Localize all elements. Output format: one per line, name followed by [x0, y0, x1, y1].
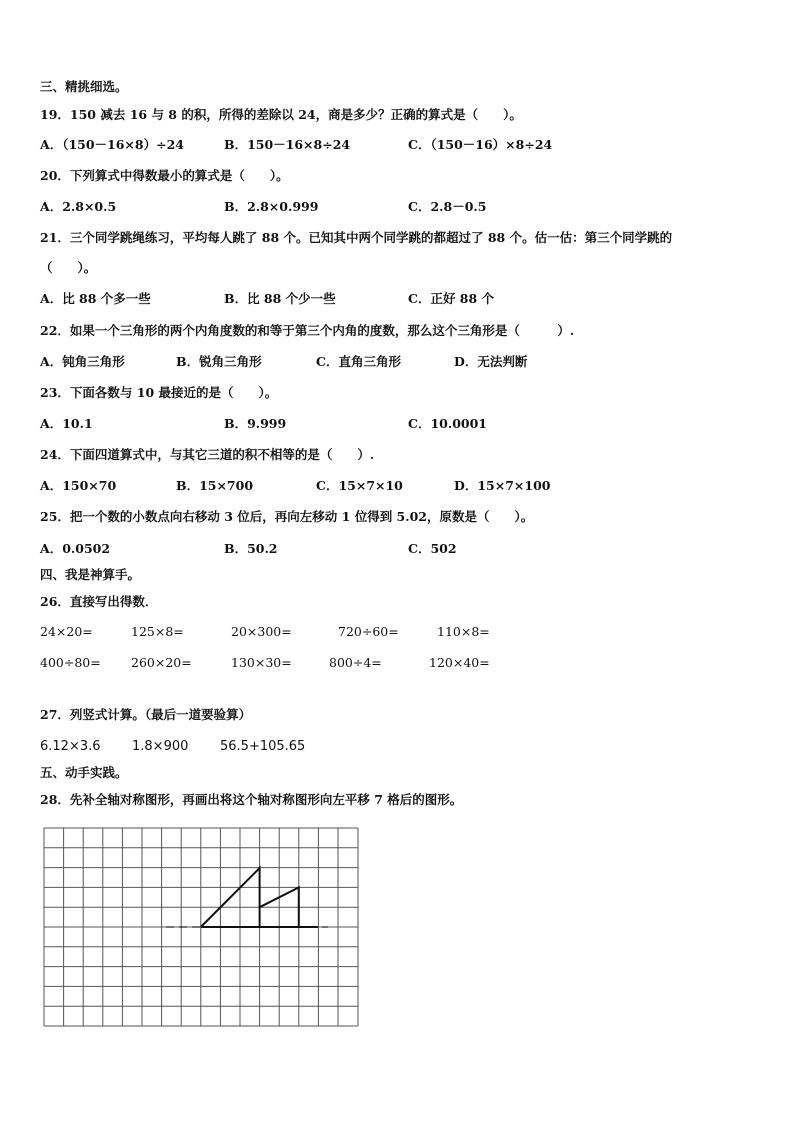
section-4-heading: 四、我是神算手。 — [40, 567, 141, 582]
square-grid-figure — [42, 826, 360, 1030]
q22-option-b[interactable]: B．锐角三角形 — [176, 354, 262, 369]
q25-option-c[interactable]: C．502 — [408, 541, 457, 556]
q24-option-b[interactable]: B．15×700 — [176, 478, 254, 493]
q22-option-d[interactable]: D．无法判断 — [454, 354, 528, 369]
question-22-stem: 22．如果一个三角形的两个内角度数的和等于第三个内角的度数，那么这个三角形是（ ）. — [40, 323, 575, 338]
calc-item: 260×20= — [131, 655, 192, 670]
question-25-stem: 25．把一个数的小数点向右移动 3 位后，再向左移动 1 位得到 5.02，原数是（ ）。 — [40, 509, 534, 524]
q24-option-d[interactable]: D．15×7×100 — [454, 478, 551, 493]
q23-option-a[interactable]: A．10.1 — [40, 416, 93, 431]
vertical-calc-item: 6.12×3.6 — [40, 739, 101, 754]
question-26-stem: 26．直接写出得数． — [40, 594, 158, 609]
calc-item: 130×30= — [231, 655, 292, 670]
q21-option-b[interactable]: B．比 88 个少一些 — [224, 291, 336, 306]
question-24-stem: 24．下面四道算式中，与其它三道的积不相等的是（ ）. — [40, 447, 375, 462]
calc-item: 20×300= — [231, 624, 292, 639]
calc-item: 400÷80= — [40, 655, 101, 670]
section-3-heading: 三、精挑细选。 — [40, 79, 128, 94]
calc-item: 720÷60= — [338, 624, 399, 639]
calc-item: 24×20= — [40, 624, 93, 639]
q21-option-a[interactable]: A．比 88 个多一些 — [40, 291, 151, 306]
question-21-blank: （ ）。 — [40, 260, 97, 275]
q22-option-c[interactable]: C．直角三角形 — [316, 354, 401, 369]
q20-option-b[interactable]: B．2.8×0.999 — [224, 199, 319, 214]
calc-item: 110×8= — [437, 624, 490, 639]
question-28-stem: 28．先补全轴对称图形，再画出将这个轴对称图形向左平移 7 格后的图形。 — [40, 792, 463, 807]
calc-item: 120×40= — [429, 655, 490, 670]
q23-option-b[interactable]: B．9.999 — [224, 416, 287, 431]
q25-option-b[interactable]: B．50.2 — [224, 541, 278, 556]
q22-option-a[interactable]: A．钝角三角形 — [40, 354, 125, 369]
q19-option-c[interactable]: C．（150－16）×8÷24 — [408, 137, 553, 152]
half-figure-shape — [201, 868, 318, 927]
section-5-heading: 五、动手实践。 — [40, 765, 128, 780]
question-21-stem: 21．三个同学跳绳练习，平均每人跳了 88 个。已知其中两个同学跳的都超过了 88 个。估一估：第三个同学跳的 — [40, 230, 673, 245]
q20-option-c[interactable]: C．2.8－0.5 — [408, 199, 487, 214]
q24-option-a[interactable]: A．150×70 — [40, 478, 117, 493]
q25-option-a[interactable]: A．0.0502 — [40, 541, 111, 556]
q20-option-a[interactable]: A．2.8×0.5 — [40, 199, 117, 214]
q19-option-a[interactable]: A．（150－16×8）÷24 — [40, 137, 184, 152]
question-19-stem: 19．150 减去 16 与 8 的积，所得的差除以 24，商是多少？正确的算式是（ ）。 — [40, 107, 522, 122]
q21-option-c[interactable]: C．正好 88 个 — [408, 291, 495, 306]
q23-option-c[interactable]: C．10.0001 — [408, 416, 487, 431]
vertical-calc-item: 56.5+105.65 — [220, 739, 306, 754]
vertical-calc-item: 1.8×900 — [132, 739, 189, 754]
question-23-stem: 23．下面各数与 10 最接近的是（ ）。 — [40, 385, 278, 400]
calc-item: 800÷4= — [329, 655, 382, 670]
q24-option-c[interactable]: C．15×7×10 — [316, 478, 403, 493]
question-27-stem: 27．列竖式计算。（最后一道要验算） — [40, 707, 252, 722]
calc-item: 125×8= — [131, 624, 184, 639]
question-20-stem: 20．下列算式中得数最小的算式是（ ）。 — [40, 168, 289, 183]
q19-option-b[interactable]: B．150－16×8÷24 — [224, 137, 351, 152]
